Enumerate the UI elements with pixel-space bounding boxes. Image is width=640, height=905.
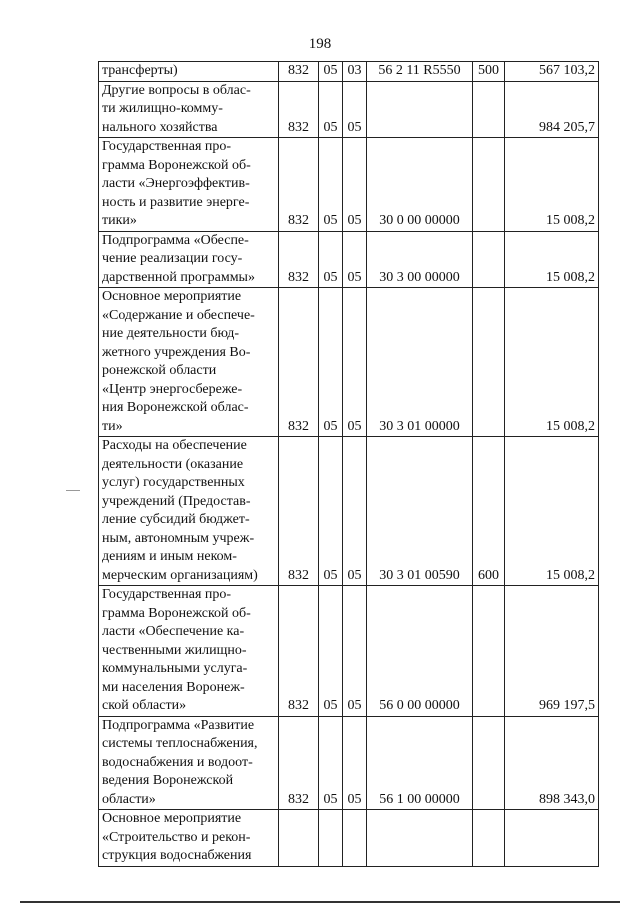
- table-row: [99, 138, 599, 232]
- row-name: Основное мероприятие «Содержание и обеспече- ние деятельности бюд- жетного учреждения Во- ронежской области «Центр энергосбереже- ния Воронежской облас- ти»: [99, 288, 279, 437]
- expense-type-code: [473, 716, 505, 810]
- table-row: [99, 437, 599, 586]
- target-article-code: 56 0 00 00000: [367, 586, 473, 717]
- admin-code: 832: [279, 437, 319, 586]
- row-name: Подпрограмма «Обеспе- чение реализации госу- дарственной программы»: [99, 231, 279, 288]
- table-row: [99, 716, 599, 810]
- table-row: [99, 231, 599, 288]
- table-row: [99, 810, 599, 867]
- subsection-code: 05: [343, 138, 367, 232]
- expense-type-code: [473, 586, 505, 717]
- target-article-code: 56 1 00 00000: [367, 716, 473, 810]
- admin-code: 832: [279, 138, 319, 232]
- target-article-code: [367, 81, 473, 138]
- amount: 984 205,7: [505, 81, 599, 138]
- target-article-code: 30 0 00 00000: [367, 138, 473, 232]
- amount: 567 103,2: [505, 62, 599, 82]
- budget-table: [98, 61, 599, 867]
- expense-type-code: 600: [473, 437, 505, 586]
- expense-type-code: [473, 138, 505, 232]
- admin-code: [279, 810, 319, 867]
- subsection-code: 05: [343, 437, 367, 586]
- scan-margin-mark: [66, 490, 80, 491]
- table-row: [99, 62, 599, 82]
- expense-type-code: [473, 288, 505, 437]
- row-name: Государственная про- грамма Воронежской об- ласти «Энергоэффектив- ность и развитие энерге- тики»: [99, 138, 279, 232]
- subsection-code: 03: [343, 62, 367, 82]
- row-name: Расходы на обеспечение деятельности (оказание услуг) государственных учреждений (Предостав- ление субсидий бюджет- ным, автономным учреж- дениям и иным неком- мерческим организациям): [99, 437, 279, 586]
- page-number: 198: [308, 36, 332, 52]
- section-code: [319, 810, 343, 867]
- expense-type-code: [473, 231, 505, 288]
- section-code: 05: [319, 437, 343, 586]
- subsection-code: 05: [343, 81, 367, 138]
- row-name: Государственная про- грамма Воронежской об- ласти «Обеспечение ка- чественными жилищно- коммунальными услуга- ми населения Воронеж- ской области»: [99, 586, 279, 717]
- subsection-code: 05: [343, 231, 367, 288]
- amount: 969 197,5: [505, 586, 599, 717]
- section-code: 05: [319, 288, 343, 437]
- subsection-code: 05: [343, 716, 367, 810]
- target-article-code: 30 3 01 00590: [367, 437, 473, 586]
- table-row: [99, 81, 599, 138]
- subsection-code: [343, 810, 367, 867]
- admin-code: 832: [279, 81, 319, 138]
- scan-bottom-edge: [20, 901, 620, 903]
- amount: 898 343,0: [505, 716, 599, 810]
- expense-type-code: [473, 810, 505, 867]
- expense-type-code: 500: [473, 62, 505, 82]
- section-code: 05: [319, 81, 343, 138]
- section-code: 05: [319, 138, 343, 232]
- budget-table-body: [99, 62, 599, 867]
- row-name: Подпрограмма «Развитие системы теплоснабжения, водоснабжения и водоот- ведения Воронежской области»: [99, 716, 279, 810]
- admin-code: 832: [279, 231, 319, 288]
- expense-type-code: [473, 81, 505, 138]
- admin-code: 832: [279, 62, 319, 82]
- amount: 15 008,2: [505, 231, 599, 288]
- admin-code: 832: [279, 586, 319, 717]
- section-code: 05: [319, 586, 343, 717]
- table-row: [99, 288, 599, 437]
- subsection-code: 05: [343, 288, 367, 437]
- target-article-code: [367, 810, 473, 867]
- amount: 15 008,2: [505, 288, 599, 437]
- admin-code: 832: [279, 288, 319, 437]
- target-article-code: 30 3 00 00000: [367, 231, 473, 288]
- amount: 15 008,2: [505, 138, 599, 232]
- target-article-code: 30 3 01 00000: [367, 288, 473, 437]
- target-article-code: 56 2 11 R5550: [367, 62, 473, 82]
- row-name: Другие вопросы в облас- ти жилищно-комму- нального хозяйства: [99, 81, 279, 138]
- table-row: [99, 586, 599, 717]
- row-name: Основное мероприятие «Строительство и рекон- струкция водоснабжения: [99, 810, 279, 867]
- amount: 15 008,2: [505, 437, 599, 586]
- admin-code: 832: [279, 716, 319, 810]
- section-code: 05: [319, 62, 343, 82]
- subsection-code: 05: [343, 586, 367, 717]
- section-code: 05: [319, 231, 343, 288]
- amount: [505, 810, 599, 867]
- row-name: трансферты): [99, 62, 279, 82]
- section-code: 05: [319, 716, 343, 810]
